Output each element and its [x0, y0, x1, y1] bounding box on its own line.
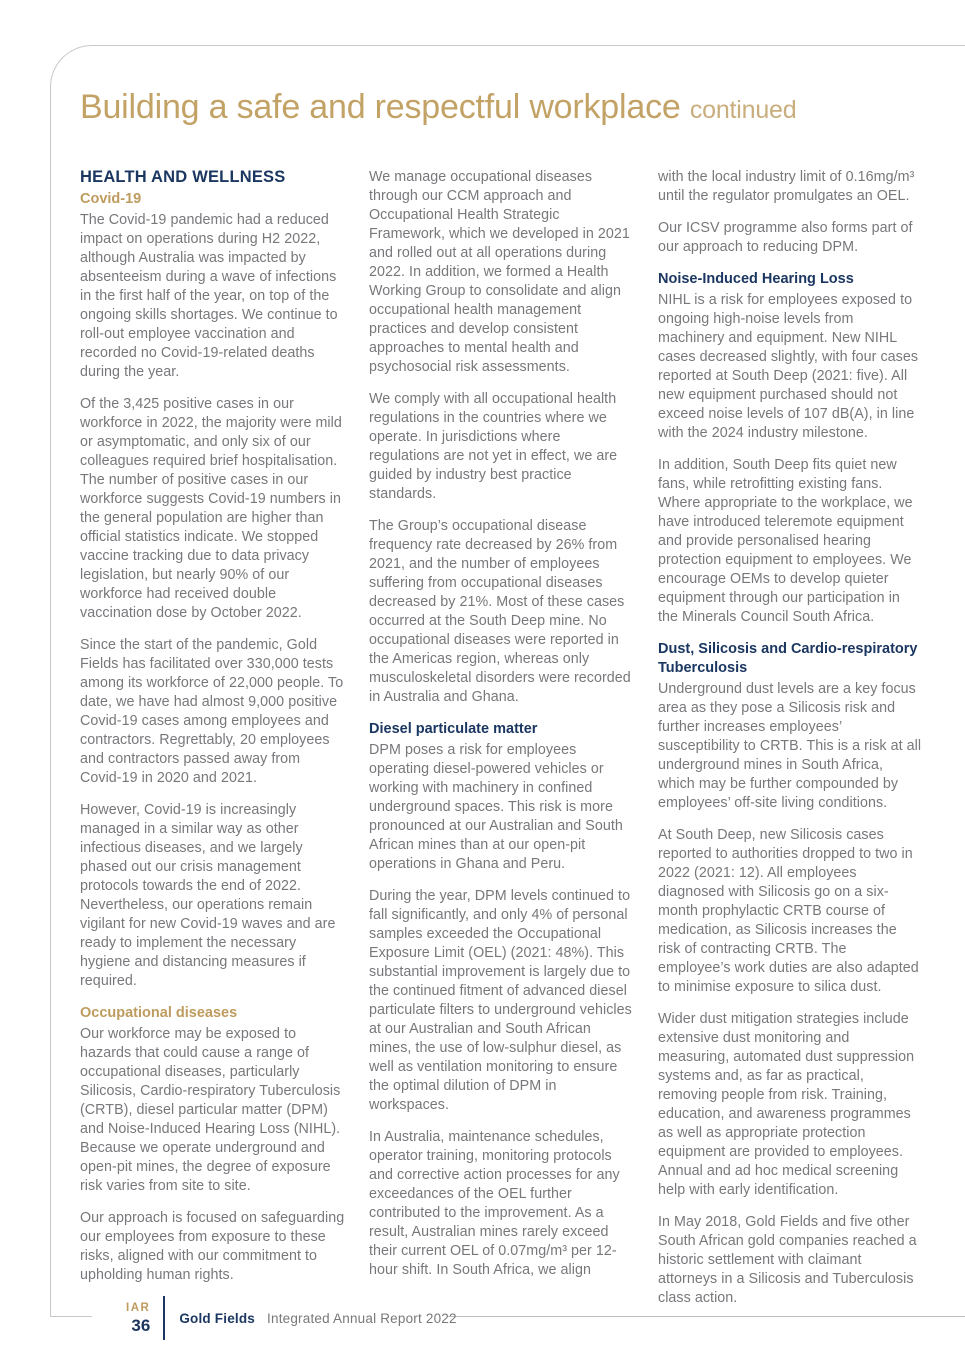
page-title-text: Building a safe and respectful workplace [80, 88, 681, 126]
column-2 [369, 168, 634, 1321]
paragraph-ccm-approach: We manage occupational diseases through our CCM approach and Occupational Health Strategic Framework, which we developed in 2021 and rolled out at all operations during 2022. In addition, we formed a Health Working Group to consolidate and align occupational health management practices and develop consistent approaches to mental health and psychosocial risk assessments. [369, 169, 630, 375]
paragraph-approach-safeguarding: Our approach is focused on safeguarding our employees from exposure to these risks, aligned with our commitment to upholding human rights. [80, 1210, 345, 1283]
paragraph-australia-maintenance: In Australia, maintenance schedules, operator training, monitoring protocols and corrective action processes for any exceedances of the OEL further contributed to the improvement. As a result, Australian mines rarely exceed their current OEL of 0.07mg/m³ per 12-hour shift. In South Africa, we align [369, 1129, 620, 1278]
paragraph-silicosis-cases: At South Deep, new Silicosis cases reported to authorities dropped to two in 2022 (2021: 12). All employees diagnosed with Silicosis go on a six-month prophylactic CRTB course of medication, as Silicosis increases the risk of contracting CRTB. The employee’s work duties are also adapted to minimise exposure to silica dust. [658, 827, 919, 995]
page-footer [126, 1294, 457, 1342]
paragraph-workforce-hazards: Our workforce may be exposed to hazards that could cause a range of occupational diseases, particularly Silicosis, Cardio-respiratory Tuberculosis (CRTB), diesel particular matter (DPM) and Noise-Induced Hearing Loss (NIHL). Because we operate underground and open-pit mines, the degree of exposure risk varies from site to site. [80, 1026, 341, 1194]
subheading-diesel-particulate-matter: Diesel particulate matter [369, 721, 538, 737]
brand-name: Gold Fields [179, 1310, 256, 1326]
paragraph-covid-management: However, Covid-19 is increasingly managed in a similar way as other infectious diseases, and we largely phased out our crisis management protocols towards the end of 2022. Nevertheless, our operations remain vigilant for new Covid-19 waves and are ready to implement the necessary hygiene and distancing measures if required. [80, 802, 336, 989]
page-number: 36 [131, 1315, 151, 1335]
paragraph-icsv-programme: Our ICSV programme also forms part of our approach to reducing DPM. [658, 220, 913, 255]
paragraph-disease-frequency-rate: The Group’s occupational disease frequency rate decreased by 26% from 2021, and the number of employees suffering from occupational diseases decreased by 21%. Most of these cases occurred at the South Deep mine. No occupational diseases were reported in the Americas region, whereas only musculoskeletal disorders were recorded in Australia and Ghana. [369, 518, 631, 705]
report-title: Integrated Annual Report 2022 [267, 1310, 457, 1326]
paragraph-industry-limit: with the local industry limit of 0.16mg/m³ until the regulator promulgates an OEL. [658, 169, 915, 204]
page-title-continued-label: continued [689, 96, 797, 124]
section-heading-health-and-wellness: HEALTH AND WELLNESS [80, 168, 286, 186]
paragraph-pandemic-tests: Since the start of the pandemic, Gold Fields has facilitated over 330,000 tests among its workforce of 22,000 people. To date, we have had almost 9,000 positive Covid-19 cases among employees and contractors. Regrettably, 20 employees and contractors passed away from Covid-19 in 2020 and 2021. [80, 637, 344, 786]
column-3 [658, 168, 923, 1321]
column-1 [80, 168, 345, 1321]
paragraph-south-deep-fans: In addition, South Deep fits quiet new fans, while retrofitting existing fans. Where appropriate to the workplace, we have introduced teleremote equipment and provide personalised hearing protection equipment to employees. We encourage OEMs to develop quieter equipment through our participation in the Minerals Council South Africa. [658, 457, 913, 625]
subheading-dust-silicosis-crtb: Dust, Silicosis and Cardio-respiratory Tuberculosis [658, 641, 918, 676]
three-column-text-layout [80, 168, 923, 1321]
paragraph-dpm-risk: DPM poses a risk for employees operating diesel-powered vehicles or working with machinery in confined underground spaces. This risk is more pronounced at our Australian and South African mines than at our open-pit operations in Ghana and Peru. [369, 742, 623, 872]
footer-brand-row [179, 1311, 456, 1326]
page-title [80, 88, 940, 127]
subheading-occupational-diseases: Occupational diseases [80, 1005, 238, 1021]
page-number-block [126, 1301, 150, 1336]
footer-rule [448, 1316, 965, 1317]
paragraph-dust-mitigation: Wider dust mitigation strategies include extensive dust monitoring and measuring, automated dust suppression systems and, as far as practical, removing people from risk. Training, education, and awareness programmes as well as appropriate protection equipment are provided to employees. Annual and ad hoc medical screening help with early identification. [658, 1011, 915, 1198]
paragraph-regulation-compliance: We comply with all occupational health regulations in the countries where we operate. In jurisdictions where regulations are not yet in effect, we are guided by industry best practice standards. [369, 391, 618, 502]
paragraph-dpm-levels: During the year, DPM levels continued to fall significantly, and only 4% of personal samples exceeded the Occupational Exposure Limit (OEL) (2021: 48%). This substantial improvement is largely due to the continued fitment of advanced diesel particulate filters to underground vehicles at our Australian and South African mines, the use of low-sulphur diesel, as well as ventilation monitoring to ensure the optimal dilution of DPM in workspaces. [369, 888, 632, 1113]
paragraph-nihl-risk: NIHL is a risk for employees exposed to ongoing high-noise levels from machinery and equipment. New NIHL cases decreased slightly, with four cases reported at South Deep (2021: five). All new equipment purchased should not exceed noise levels of 107 dB(A), in line with the 2024 industry milestone. [658, 292, 919, 441]
paragraph-positive-cases: Of the 3,425 positive cases in our workforce in 2022, the majority were mild or asymptomatic, and only six of our colleagues required brief hospitalisation. The number of positive cases in our workforce suggests Covid-19 numbers in the general population are higher than official statistics indicate. We stopped vaccine tracking due to data privacy legislation, but nearly 90% of our workforce had received double vaccination dose by October 2022. [80, 396, 342, 621]
iar-label: IAR [126, 1301, 151, 1314]
paragraph-class-action: In May 2018, Gold Fields and five other South African gold companies reached a historic settlement with claimant attorneys in a Silicosis and Tuberculosis class action. [658, 1214, 917, 1306]
footer-divider [163, 1296, 165, 1340]
subheading-noise-induced-hearing-loss: Noise-Induced Hearing Loss [658, 271, 854, 287]
paragraph-underground-dust: Underground dust levels are a key focus area as they pose a Silicosis risk and further increases employees’ susceptibility to CRTB. This is a risk at all underground mines in South Africa, which may be further compounded by employees’ off-site living conditions. [658, 681, 922, 811]
subheading-covid-19: Covid-19 [80, 191, 142, 207]
paragraph-covid-impact: The Covid-19 pandemic had a reduced impact on operations during H2 2022, although Australia was impacted by absenteeism during a wave of infections in the first half of the year, on top of the ongoing skills shortages. We continue to roll-out employee vaccination and recorded no Covid-19-related deaths during the year. [80, 212, 338, 380]
